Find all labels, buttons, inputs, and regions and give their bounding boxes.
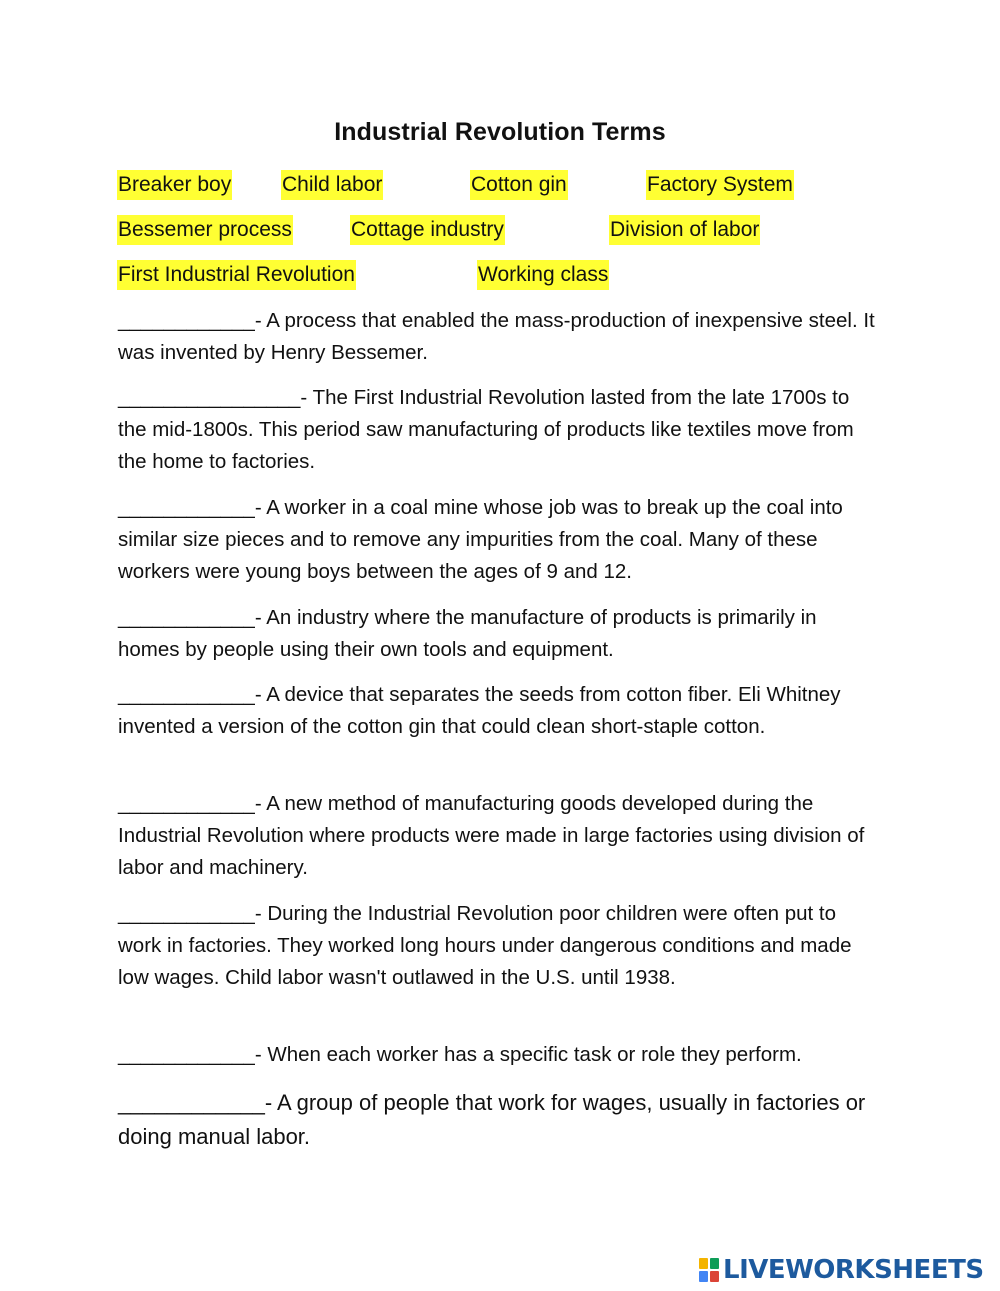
page-title: Industrial Revolution Terms — [334, 118, 666, 146]
answer-blank[interactable]: ____________ — [118, 606, 255, 629]
definition-text: - A group of people that work for wages, usually in factories or doing manual labor. — [118, 1090, 866, 1149]
word-bank-term: Cottage industry — [350, 215, 505, 245]
definition-text: - An industry where the manufacture of products is primarily in homes by people using their own tools and equipment. — [118, 606, 817, 661]
definition-item — [118, 1039, 878, 1071]
word-bank-term: Working class — [477, 260, 609, 290]
answer-blank[interactable]: ____________ — [118, 309, 255, 332]
definition-text: - A process that enabled the mass-production of inexpensive steel. It was invented by Henry Bessemer. — [118, 309, 875, 364]
definition-item — [118, 898, 878, 994]
word-bank-term: Child labor — [281, 170, 383, 200]
word-bank-term: Bessemer process — [117, 215, 293, 245]
definition-item — [118, 679, 878, 743]
word-bank-term: First Industrial Revolution — [117, 260, 356, 290]
answer-blank[interactable]: ____________ — [118, 683, 255, 706]
definition-item — [118, 788, 878, 884]
word-bank-term: Breaker boy — [117, 170, 232, 200]
word-bank-term: Factory System — [646, 170, 794, 200]
liveworksheets-logo[interactable] — [698, 1256, 984, 1284]
logo-icon — [698, 1257, 720, 1283]
answer-blank[interactable]: ____________ — [118, 902, 255, 925]
word-bank-term: Division of labor — [609, 215, 760, 245]
definition-item — [118, 602, 878, 666]
definition-text: - A worker in a coal mine whose job was to break up the coal into similar size pieces and to remove any impurities from the coal. Many of these workers were young boys between the ages of 9 and 12. — [118, 496, 843, 583]
answer-blank[interactable]: ________________ — [118, 386, 301, 409]
word-bank-term: Cotton gin — [470, 170, 568, 200]
definition-item — [118, 492, 878, 588]
definition-text: - When each worker has a specific task or role they perform. — [254, 1043, 802, 1066]
answer-blank[interactable]: ____________ — [118, 792, 255, 815]
definition-text: - The First Industrial Revolution lasted from the late 1700s to the mid-1800s. This period saw manufacturing of products like textiles move from the home to factories. — [118, 386, 854, 473]
answer-blank[interactable]: ____________ — [118, 1090, 265, 1115]
answer-blank[interactable]: ____________ — [118, 1043, 255, 1066]
definition-text: - A new method of manufacturing goods developed during the Industrial Revolution where products were made in large factories using division of labor and machinery. — [118, 792, 865, 879]
definition-item — [118, 305, 878, 369]
definition-text: - A device that separates the seeds from cotton fiber. Eli Whitney invented a version of the cotton gin that could clean short-staple cotton. — [118, 683, 841, 738]
definition-item — [118, 1086, 878, 1154]
definition-item — [118, 382, 878, 478]
logo-text: LIVEWORKSHEETS — [723, 1255, 984, 1285]
answer-blank[interactable]: ____________ — [118, 496, 255, 519]
definition-text: - During the Industrial Revolution poor children were often put to work in factories. They worked long hours under dangerous conditions and made low wages. Child labor wasn't outlawed in the U.S. until 1938. — [118, 902, 852, 989]
